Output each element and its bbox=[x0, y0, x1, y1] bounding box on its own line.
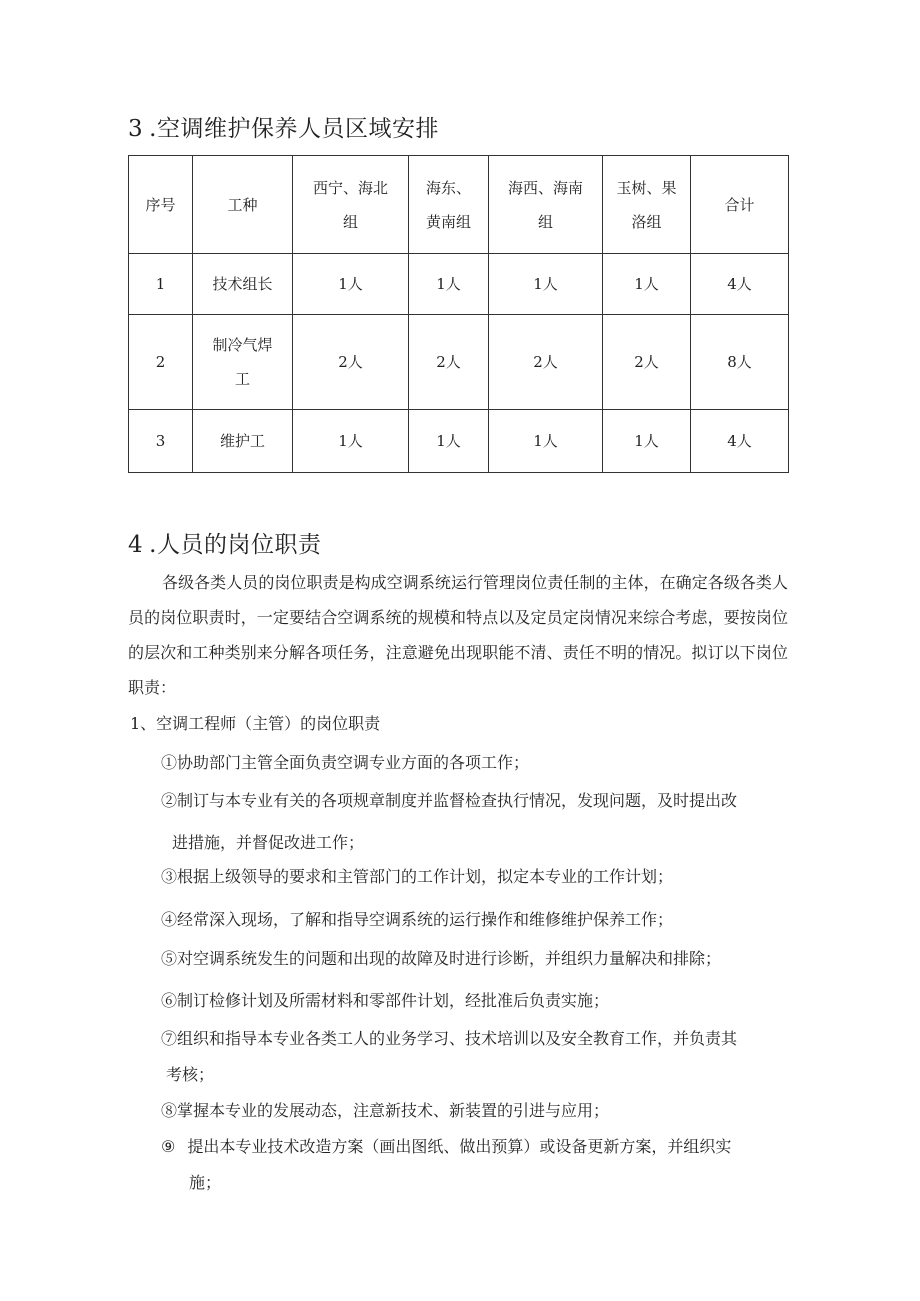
item-marker: ⑧ bbox=[161, 1101, 178, 1120]
item-text: 施； bbox=[189, 1173, 222, 1192]
item-text: 掌握本专业的发展动态，注意新技术、新装置的引进与应用； bbox=[177, 1101, 610, 1120]
duty-item bbox=[161, 783, 787, 861]
section-number: 3 bbox=[128, 116, 144, 142]
item-text: 提出本专业技术改造方案（画出图纸、做出预算）或设备更新方案，并组织实 bbox=[187, 1137, 732, 1156]
header-cell: 西宁、海北 组 bbox=[293, 156, 409, 254]
section-3-heading bbox=[128, 110, 439, 143]
duty-item bbox=[161, 941, 787, 977]
staff-arrangement-table bbox=[128, 155, 789, 473]
subheading: 1、空调工程师（主管）的岗位职责 bbox=[130, 714, 381, 733]
table-cell: 1人 bbox=[489, 410, 603, 473]
item-text: 根据上级领导的要求和主管部门的工作计划，拟定本专业的工作计划； bbox=[177, 867, 674, 886]
table-cell: 1人 bbox=[603, 410, 691, 473]
table-cell: 3 bbox=[129, 410, 193, 473]
table-cell: 2人 bbox=[489, 315, 603, 410]
table-cell: 2人 bbox=[409, 315, 489, 410]
table-row bbox=[129, 254, 789, 315]
table-cell: 1 bbox=[129, 254, 193, 315]
duty-item bbox=[161, 1129, 787, 1201]
table-cell: 1人 bbox=[409, 410, 489, 473]
header-cell: 玉树、果 洛组 bbox=[603, 156, 691, 254]
header-cell: 合计 bbox=[691, 156, 789, 254]
table-cell: 4人 bbox=[691, 254, 789, 315]
item-marker: ① bbox=[161, 753, 178, 772]
table-cell: 1人 bbox=[489, 254, 603, 315]
item-text: 制订与本专业有关的各项规章制度并监督检查执行情况，发现问题，及时提出改 bbox=[177, 791, 738, 810]
section-4-heading bbox=[128, 526, 321, 559]
table-cell: 2人 bbox=[293, 315, 409, 410]
table-cell: 4人 bbox=[691, 410, 789, 473]
table-cell: 1人 bbox=[293, 254, 409, 315]
header-cell: 海东、 黄南组 bbox=[409, 156, 489, 254]
item-text: 组织和指导本专业各类工人的业务学习、技术培训以及安全教育工作，并负责其 bbox=[177, 1029, 738, 1048]
item-marker: ⑦ bbox=[161, 1029, 178, 1048]
item-marker: ② bbox=[161, 791, 178, 810]
item-marker: ⑨ bbox=[161, 1137, 176, 1156]
table-cell: 1人 bbox=[409, 254, 489, 315]
item-text: 考核； bbox=[166, 1065, 215, 1084]
item-marker: ⑤ bbox=[161, 949, 178, 968]
item-text: 制订检修计划及所需材料和零部件计划，经批准后负责实施； bbox=[177, 991, 610, 1010]
table-cell: 技术组长 bbox=[193, 254, 293, 315]
table-row bbox=[129, 315, 789, 410]
table-cell: 制冷气焊 工 bbox=[193, 315, 293, 410]
item-marker: ③ bbox=[161, 867, 178, 886]
item-marker: ④ bbox=[161, 910, 178, 929]
table-header-row bbox=[129, 156, 789, 254]
item-text: 对空调系统发生的问题和出现的故障及时进行诊断，并组织力量解决和排除； bbox=[177, 949, 722, 968]
header-cell: 序号 bbox=[129, 156, 193, 254]
section-title: .空调维护保养人员区域安排 bbox=[149, 116, 439, 142]
duty-item bbox=[161, 745, 787, 781]
table-cell: 维护工 bbox=[193, 410, 293, 473]
table-cell: 2人 bbox=[603, 315, 691, 410]
section-number: 4 bbox=[128, 532, 144, 558]
table-cell: 1人 bbox=[603, 254, 691, 315]
duty-item bbox=[161, 983, 787, 1019]
table-row bbox=[129, 410, 789, 473]
table-cell: 2 bbox=[129, 315, 193, 410]
duty-item bbox=[161, 1021, 787, 1093]
duty-item bbox=[161, 859, 787, 895]
duty-item bbox=[161, 902, 787, 938]
section-title: .人员的岗位职责 bbox=[149, 532, 322, 558]
table-cell: 8人 bbox=[691, 315, 789, 410]
duty-item bbox=[161, 1093, 787, 1129]
table-cell: 1人 bbox=[293, 410, 409, 473]
header-cell: 工种 bbox=[193, 156, 293, 254]
item-text: 经常深入现场，了解和指导空调系统的运行操作和维修维护保养工作； bbox=[177, 910, 674, 929]
intro-paragraph: 各级各类人员的岗位职责是构成空调系统运行管理岗位责任制的主体，在确定各级各类人员的岗位职责时，一定要结合空调系统的规模和特点以及定员定岗情况来综合考虑，要按岗位的层次和工种类别来分解各项任务，注意避免出现职能不清、责任不明的情况。拟订以下岗位职责： bbox=[128, 573, 788, 697]
item-marker: ⑥ bbox=[161, 991, 178, 1010]
header-cell: 海西、海南 组 bbox=[489, 156, 603, 254]
item-text: 进措施，并督促改进工作； bbox=[172, 833, 365, 852]
item-text: 协助部门主管全面负责空调专业方面的各项工作； bbox=[177, 753, 530, 772]
